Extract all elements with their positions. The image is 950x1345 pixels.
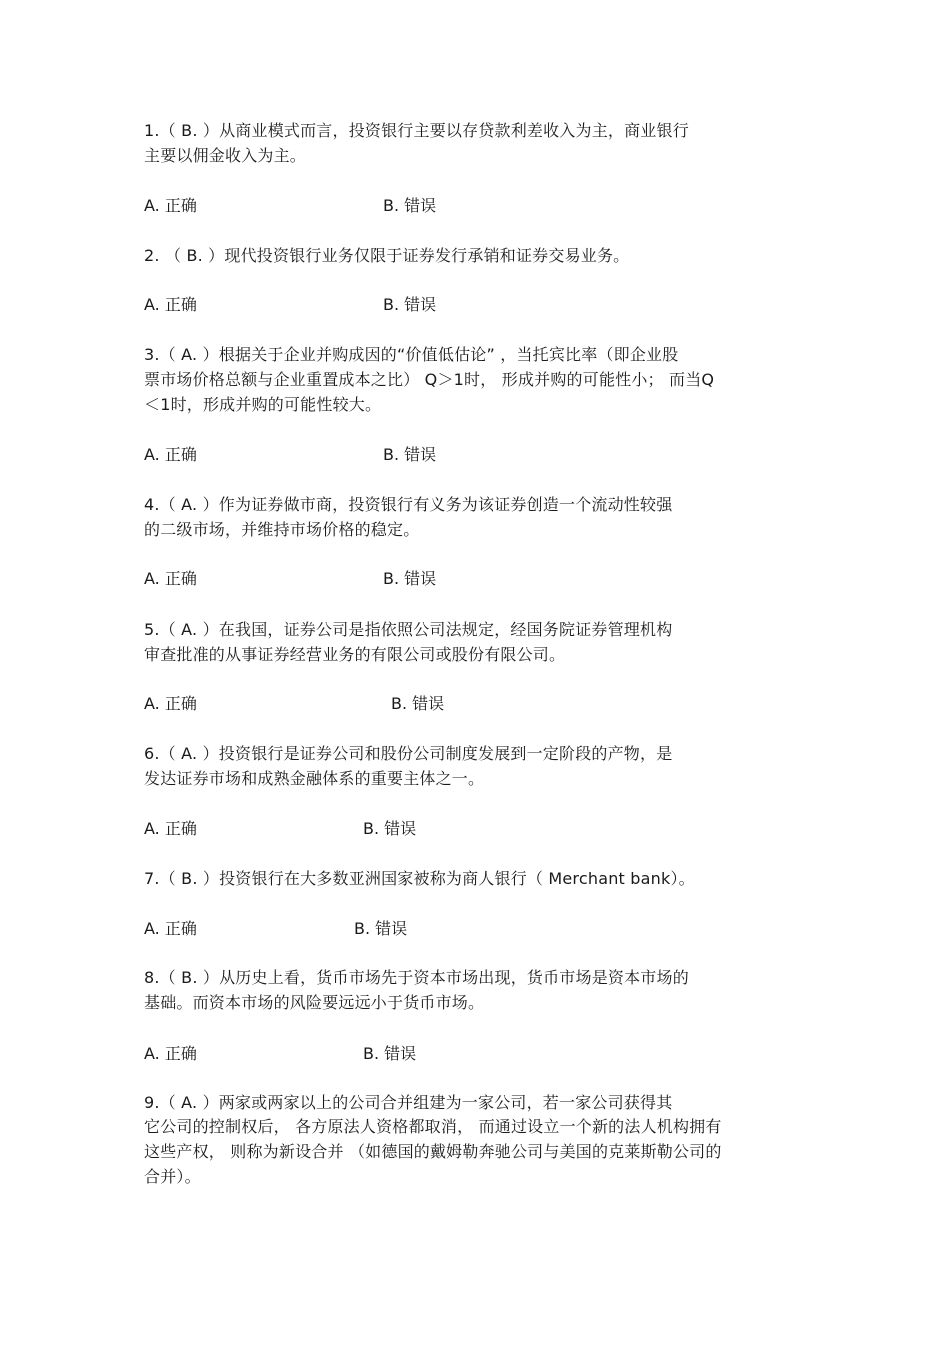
question-text-line: 4.（ A. ）作为证券做市商，投资银行有义务为该证券创造一个流动性较强 — [144, 495, 673, 514]
option-b: B. 错误 — [383, 569, 437, 588]
option-b: B. 错误 — [391, 694, 445, 713]
question-text-line: 9.（ A. ）两家或两家以上的公司合并组建为一家公司，若一家公司获得其 — [144, 1093, 673, 1112]
question-text-line: 1.（ B. ）从商业模式而言，投资银行主要以存贷款利差收入为主，商业银行 — [144, 121, 689, 140]
question-text-line: 这些产权， 则称为新设合并 （如德国的戴姆勒奔驰公司与美国的克莱斯勒公司的 — [144, 1142, 722, 1161]
option-a: A. 正确 — [144, 694, 197, 713]
option-b: B. 错误 — [383, 196, 437, 215]
option-a: A. 正确 — [144, 919, 197, 938]
option-a: A. 正确 — [144, 569, 197, 588]
question-text-line: 合并）。 — [144, 1167, 201, 1186]
option-b: B. 错误 — [363, 819, 417, 838]
option-b: B. 错误 — [383, 295, 437, 314]
question-text-line: 8.（ B. ）从历史上看，货币市场先于资本市场出现，货币市场是资本市场的 — [144, 968, 689, 987]
question-text-line: 3.（ A. ）根据关于企业并购成因的“价值低估论” ，当托宾比率（即企业股 — [144, 345, 679, 364]
question-text-line: 它公司的控制权后， 各方原法人资格都取消， 而通过设立一个新的法人机构拥有 — [144, 1117, 722, 1136]
option-b: B. 错误 — [383, 445, 437, 464]
option-a: A. 正确 — [144, 819, 197, 838]
option-a: A. 正确 — [144, 196, 197, 215]
question-text-line: 7.（ B. ）投资银行在大多数亚洲国家被称为商人银行（ Merchant bank）。 — [144, 869, 695, 888]
question-text-line: 的二级市场，并维持市场价格的稳定。 — [144, 520, 420, 539]
option-b: B. 错误 — [354, 919, 408, 938]
question-text-line: 6.（ A. ）投资银行是证券公司和股份公司制度发展到一定阶段的产物，是 — [144, 744, 673, 763]
option-a: A. 正确 — [144, 295, 197, 314]
question-text-line: 5.（ A. ）在我国，证券公司是指依照公司法规定，经国务院证券管理机构 — [144, 620, 673, 639]
question-text-line: 2. （ B. ）现代投资银行业务仅限于证券发行承销和证券交易业务。 — [144, 246, 630, 265]
question-text-line: 主要以佣金收入为主。 — [144, 146, 307, 165]
question-text-line: 票市场价格总额与企业重置成本之比） Q＞1时， 形成并购的可能性小； 而当Q — [144, 370, 715, 389]
question-text-line: 审查批准的从事证券经营业务的有限公司或股份有限公司。 — [144, 645, 566, 664]
option-b: B. 错误 — [363, 1044, 417, 1063]
question-text-line: 基础。而资本市场的风险要远远小于货币市场。 — [144, 993, 485, 1012]
option-a: A. 正确 — [144, 445, 197, 464]
question-text-line: ＜1时，形成并购的可能性较大。 — [144, 395, 382, 414]
question-text-line: 发达证券市场和成熟金融体系的重要主体之一。 — [144, 769, 485, 788]
option-a: A. 正确 — [144, 1044, 197, 1063]
